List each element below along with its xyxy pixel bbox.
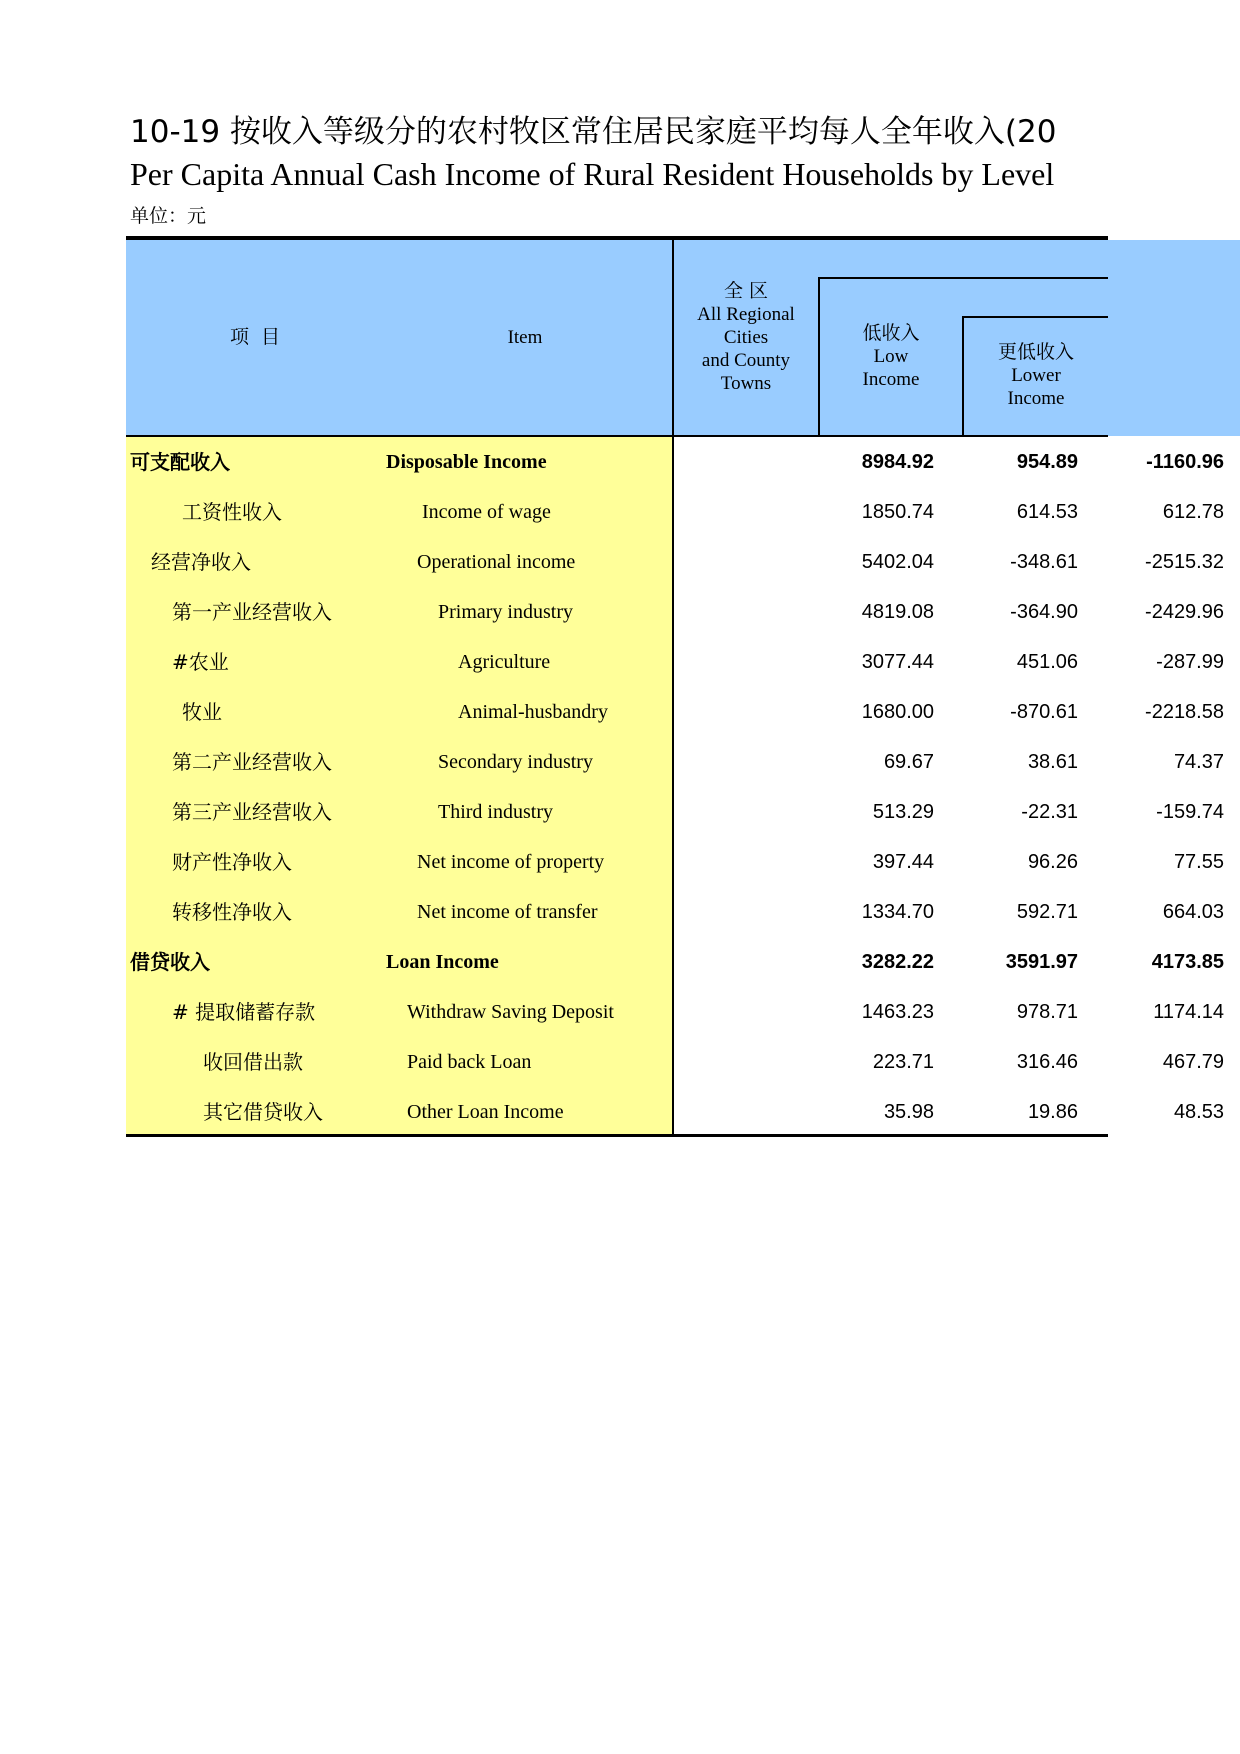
cell-all-regional: 69.67 [883,751,934,773]
cell-low-income: 978.71 [1016,1001,1078,1023]
cell-lower-income: 612.78 [1162,501,1224,523]
table-row [126,787,1224,837]
header-item-cn: 项 目 [229,326,281,348]
cell-low-income: 3591.97 [1005,951,1078,973]
row-label-en: Net income of transfer [417,901,598,923]
row-label-en: Income of wage [422,501,551,523]
table-row [126,537,1224,587]
row-label-en: Secondary industry [438,751,593,773]
row-label-en: Agriculture [458,651,551,673]
cell-lower-income: 48.53 [1173,1101,1224,1123]
cell-low-income: 451.06 [1016,651,1078,673]
cell-lower-income: -2515.32 [1145,551,1224,573]
row-label-en: Withdraw Saving Deposit [407,1001,614,1023]
row-label-en: Primary industry [438,601,573,623]
cell-all-regional: 4819.08 [861,601,934,623]
row-label-en: Other Loan Income [407,1101,564,1123]
unit-label: 单位：元 [130,205,207,227]
header-overflow-fill [1108,240,1240,436]
table-row [126,487,1224,537]
cell-all-regional: 3077.44 [861,651,934,673]
cell-lower-income: 467.79 [1162,1051,1224,1073]
cell-low-income: 38.61 [1027,751,1078,773]
header-col-low-income: 低收入 Low Income [862,322,920,390]
header-col-all-regional: 全 区 All Regional Cities and County Towns [697,280,795,394]
cell-low-income: -22.31 [1021,801,1078,823]
cell-lower-income: -2218.58 [1145,701,1224,723]
row-label-en: Net income of property [417,851,605,873]
divider-header-low-left [818,277,820,436]
row-label-cn: #农业 [172,650,229,674]
cell-all-regional: 8984.92 [861,451,934,473]
table-top-rule [126,236,1108,240]
row-label-en: Third industry [438,801,553,823]
cell-lower-income: 77.55 [1173,851,1224,873]
cell-all-regional: 513.29 [872,801,934,823]
cell-all-regional: 5402.04 [861,551,934,573]
row-label-en: Animal-husbandry [458,701,608,723]
cell-all-regional: 397.44 [872,851,934,873]
row-label-cn: 可支配收入 [130,450,230,474]
table-row [126,987,1224,1037]
header-col-lower-income: 更低收入 Lower Income [997,341,1074,409]
cell-low-income: 592.71 [1016,901,1078,923]
row-label-cn: # 提取储蓄存款 [172,1000,316,1024]
row-label-cn: 工资性收入 [182,500,282,524]
divider-header-lower-left [962,316,964,436]
row-label-cn: 第一产业经营收入 [172,600,332,624]
cell-low-income: -870.61 [1010,701,1078,723]
divider-header-lower-top [962,316,1108,318]
cell-all-regional: 1463.23 [861,1001,934,1023]
table-row [126,1087,1224,1137]
cell-low-income: 316.46 [1016,1051,1078,1073]
cell-all-regional: 35.98 [883,1101,934,1123]
row-label-en: Loan Income [386,951,499,973]
table-row [126,937,1224,987]
cell-all-regional: 1850.74 [861,501,934,523]
cell-lower-income: -1160.96 [1146,451,1224,473]
table-row [126,1037,1224,1087]
row-label-cn: 借贷收入 [130,950,210,974]
table-row [126,637,1224,687]
cell-lower-income: 664.03 [1162,901,1224,923]
row-label-cn: 转移性净收入 [172,900,292,924]
table-row [126,687,1224,737]
cell-low-income: 19.86 [1027,1101,1078,1123]
row-label-cn: 财产性净收入 [172,850,292,874]
cell-all-regional: 3282.22 [861,951,934,973]
cell-all-regional: 1680.00 [861,701,934,723]
divider-header-low-top [818,277,1108,279]
cell-lower-income: -159.74 [1156,801,1224,823]
row-label-cn: 第三产业经营收入 [172,800,332,824]
table-row [126,737,1224,787]
row-label-en: Operational income [417,551,576,573]
table-bottom-rule [126,1134,1108,1137]
table-row [126,837,1224,887]
cell-low-income: -348.61 [1010,551,1078,573]
cell-lower-income: 1174.14 [1153,1001,1224,1023]
row-label-cn: 牧业 [182,700,222,724]
title-english: Per Capita Annual Cash Income of Rural Resident Households by Level [130,156,1055,192]
row-label-cn: 经营净收入 [151,550,251,574]
cell-low-income: -364.90 [1010,601,1078,623]
cell-lower-income: -287.99 [1156,651,1224,673]
cell-all-regional: 223.71 [872,1051,934,1073]
row-label-cn: 收回借出款 [203,1050,303,1074]
header-item-en: Item [507,327,543,348]
table-row [126,887,1224,937]
row-label-cn: 第二产业经营收入 [172,750,332,774]
cell-lower-income: 4173.85 [1151,951,1224,973]
table-row [126,587,1224,637]
row-label-en: Disposable Income [386,451,547,473]
row-label-cn: 其它借贷收入 [203,1100,323,1124]
title-chinese: 10-19 按收入等级分的农村牧区常住居民家庭平均每人全年收入(20 [130,114,1057,150]
cell-lower-income: 74.37 [1173,751,1224,773]
cell-all-regional: 1334.70 [861,901,934,923]
cell-low-income: 954.89 [1016,451,1078,473]
cell-low-income: 614.53 [1016,501,1078,523]
cell-low-income: 96.26 [1027,851,1078,873]
cell-lower-income: -2429.96 [1145,601,1224,623]
row-label-en: Paid back Loan [407,1051,532,1073]
table-row [126,437,1224,487]
